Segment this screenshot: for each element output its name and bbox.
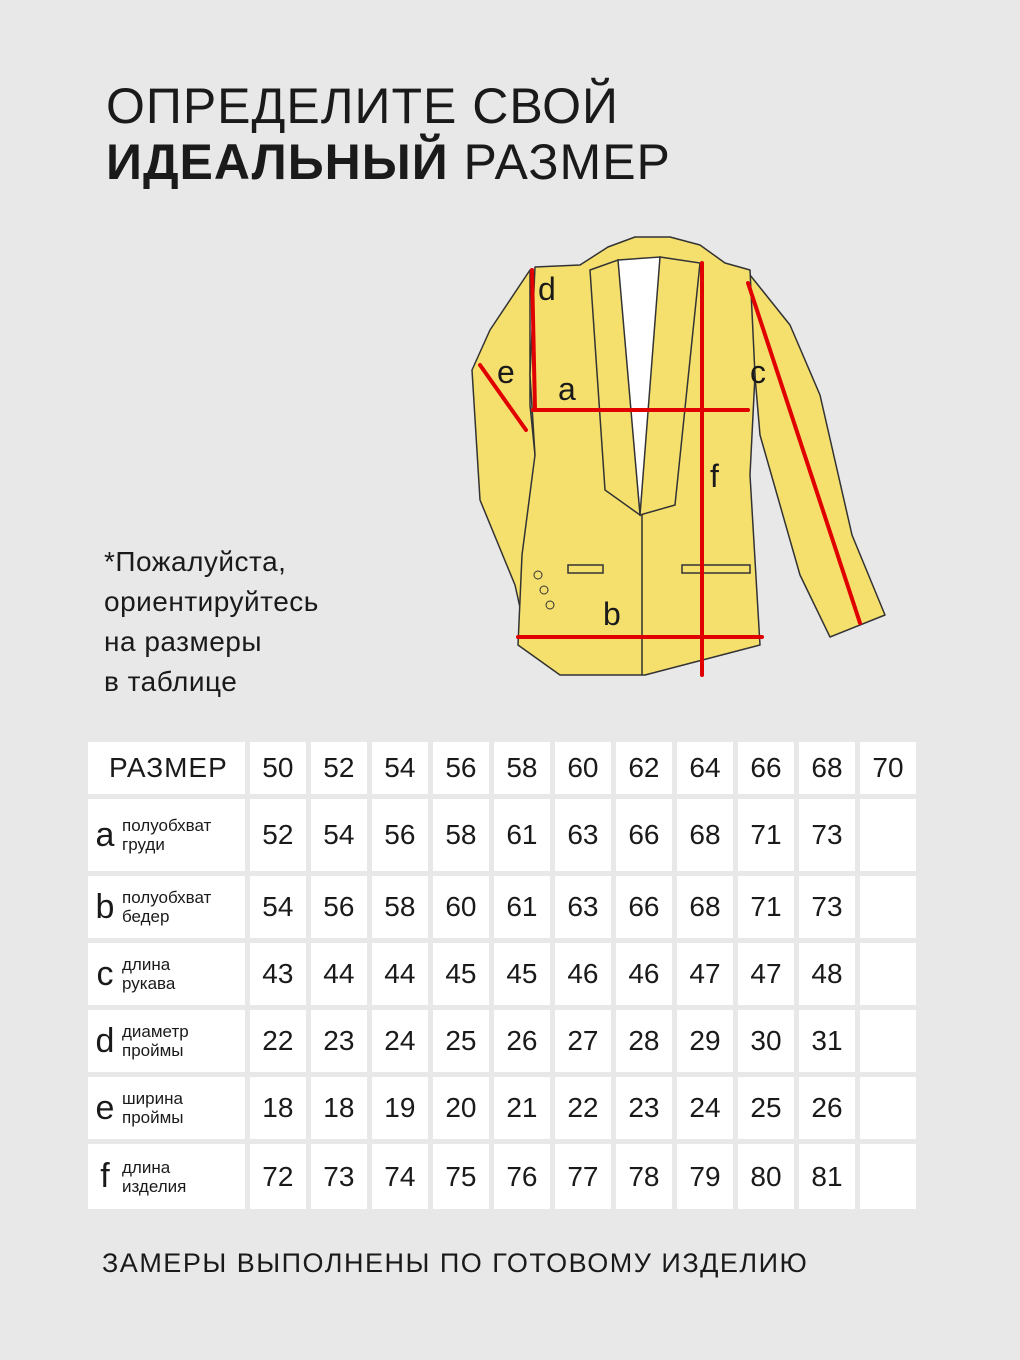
table-cell — [860, 799, 916, 871]
measurement-description — [122, 1089, 184, 1127]
measurement-letter: e — [95, 1088, 115, 1127]
table-cell: 77 — [555, 1144, 611, 1209]
table-cell: 63 — [555, 799, 611, 871]
table-cell: 20 — [433, 1077, 489, 1139]
measurement-letter: f — [100, 1157, 110, 1195]
table-cell: 22 — [555, 1077, 611, 1139]
size-note: *Пожалуйста, ориентируйтесь на размеры в таблице — [104, 546, 319, 697]
size-header: 62 — [616, 742, 672, 794]
jacket-measurement-illustration — [460, 225, 900, 695]
table-cell: 71 — [738, 876, 794, 938]
table-cell: 21 — [494, 1077, 550, 1139]
size-header: 54 — [372, 742, 428, 794]
table-row — [88, 1077, 916, 1139]
description-line-2: проймы — [122, 1041, 184, 1060]
measurement-letter: d — [95, 1021, 115, 1060]
table-cell: 46 — [555, 943, 611, 1005]
label-c: c — [750, 354, 766, 390]
table-cell: 47 — [738, 943, 794, 1005]
table-cell: 27 — [555, 1010, 611, 1072]
table-cell: 48 — [799, 943, 855, 1005]
table-cell: 58 — [372, 876, 428, 938]
table-row — [88, 799, 916, 871]
right-sleeve — [746, 270, 885, 637]
table-cell: 24 — [372, 1010, 428, 1072]
table-cell: 47 — [677, 943, 733, 1005]
measurement-label — [88, 1077, 245, 1139]
table-cell: 29 — [677, 1010, 733, 1072]
description-line-2: бедер — [122, 907, 170, 926]
measurement-label — [88, 1010, 245, 1072]
table-cell: 19 — [372, 1077, 428, 1139]
title-line-1: ОПРЕДЕЛИТЕ СВОЙ — [106, 78, 619, 134]
table-cell: 54 — [311, 799, 367, 871]
table-cell: 72 — [250, 1144, 306, 1209]
table-cell: 45 — [494, 943, 550, 1005]
size-header: 58 — [494, 742, 550, 794]
table-cell: 25 — [738, 1077, 794, 1139]
table-header-row — [88, 742, 916, 794]
measurement-description — [122, 955, 175, 993]
table-cell: 79 — [677, 1144, 733, 1209]
table-cell: 73 — [799, 799, 855, 871]
size-header: 60 — [555, 742, 611, 794]
page-title — [106, 78, 671, 190]
table-cell: 31 — [799, 1010, 855, 1072]
table-cell: 23 — [311, 1010, 367, 1072]
table-cell: 76 — [494, 1144, 550, 1209]
table-cell: 24 — [677, 1077, 733, 1139]
measurement-description — [122, 816, 211, 854]
table-cell: 18 — [311, 1077, 367, 1139]
table-cell: 56 — [311, 876, 367, 938]
table-cell: 66 — [616, 799, 672, 871]
table-cell: 73 — [311, 1144, 367, 1209]
table-cell: 74 — [372, 1144, 428, 1209]
description-line-2: рукава — [122, 974, 176, 993]
table-cell: 54 — [250, 876, 306, 938]
table-cell: 52 — [250, 799, 306, 871]
table-cell: 61 — [494, 799, 550, 871]
description-line-1: длина — [122, 1157, 171, 1177]
table-cell: 25 — [433, 1010, 489, 1072]
footer-note: ЗАМЕРЫ ВЫПОЛНЕНЫ ПО ГОТОВОМУ ИЗДЕЛИЮ — [102, 1248, 809, 1278]
table-cell: 28 — [616, 1010, 672, 1072]
description-line-1: полуобхват — [122, 816, 212, 835]
measurement-label — [88, 943, 245, 1005]
label-d: d — [538, 271, 556, 307]
table-cell: 22 — [250, 1010, 306, 1072]
table-cell: 75 — [433, 1144, 489, 1209]
table-row — [88, 1144, 916, 1209]
table-cell: 18 — [250, 1077, 306, 1139]
description-line-2: изделия — [122, 1176, 187, 1196]
table-cell: 81 — [799, 1144, 855, 1209]
size-header: 56 — [433, 742, 489, 794]
size-header: 52 — [311, 742, 367, 794]
description-line-1: длина — [122, 955, 171, 974]
table-cell: 56 — [372, 799, 428, 871]
size-header: 66 — [738, 742, 794, 794]
measurement-label — [88, 876, 245, 938]
title-rest: РАЗМЕР — [448, 134, 671, 190]
table-cell: 61 — [494, 876, 550, 938]
table-cell — [860, 943, 916, 1005]
table-cell: 71 — [738, 799, 794, 871]
table-cell: 45 — [433, 943, 489, 1005]
pocket-right — [682, 565, 750, 573]
description-line-2: проймы — [122, 1108, 184, 1127]
table-cell — [860, 1144, 916, 1209]
measurement-letter: a — [95, 815, 115, 854]
table-cell: 60 — [433, 876, 489, 938]
pocket-left — [568, 565, 603, 573]
size-header: 68 — [799, 742, 855, 794]
size-header: 50 — [250, 742, 306, 794]
description-line-2: груди — [122, 835, 165, 854]
measurement-description — [122, 1022, 189, 1060]
size-table — [88, 742, 916, 1214]
title-line-2 — [106, 134, 671, 190]
label-e: e — [497, 354, 515, 390]
table-row — [88, 1010, 916, 1072]
table-cell: 44 — [311, 943, 367, 1005]
label-f: f — [710, 458, 719, 494]
table-cell: 80 — [738, 1144, 794, 1209]
measurement-letter: c — [96, 954, 114, 993]
title-bold-word: ИДЕАЛЬНЫЙ — [106, 134, 449, 190]
measurement-description — [122, 888, 211, 926]
table-cell — [860, 1010, 916, 1072]
header-size-label: РАЗМЕР — [88, 742, 245, 794]
table-cell: 30 — [738, 1010, 794, 1072]
table-cell: 26 — [494, 1010, 550, 1072]
table-cell: 63 — [555, 876, 611, 938]
table-cell: 58 — [433, 799, 489, 871]
table-cell: 68 — [677, 876, 733, 938]
measurement-label — [88, 799, 245, 871]
table-cell: 68 — [677, 799, 733, 871]
table-cell: 78 — [616, 1144, 672, 1209]
label-a: a — [558, 371, 576, 407]
size-header: 70 — [860, 742, 916, 794]
label-b: b — [603, 596, 621, 632]
description-line-1: ширина — [122, 1089, 183, 1108]
table-cell: 44 — [372, 943, 428, 1005]
table-cell: 46 — [616, 943, 672, 1005]
description-line-1: полуобхват — [122, 888, 212, 907]
table-cell: 23 — [616, 1077, 672, 1139]
table-cell — [860, 1077, 916, 1139]
measurement-letter: b — [95, 887, 115, 926]
table-row — [88, 876, 916, 938]
measurement-description — [122, 1158, 186, 1196]
table-cell — [860, 876, 916, 938]
table-row — [88, 943, 916, 1005]
table-cell: 43 — [250, 943, 306, 1005]
size-header: 64 — [677, 742, 733, 794]
measurement-label — [88, 1144, 245, 1209]
table-cell: 66 — [616, 876, 672, 938]
description-line-1: диаметр — [122, 1022, 189, 1041]
table-cell: 73 — [799, 876, 855, 938]
table-cell: 26 — [799, 1077, 855, 1139]
